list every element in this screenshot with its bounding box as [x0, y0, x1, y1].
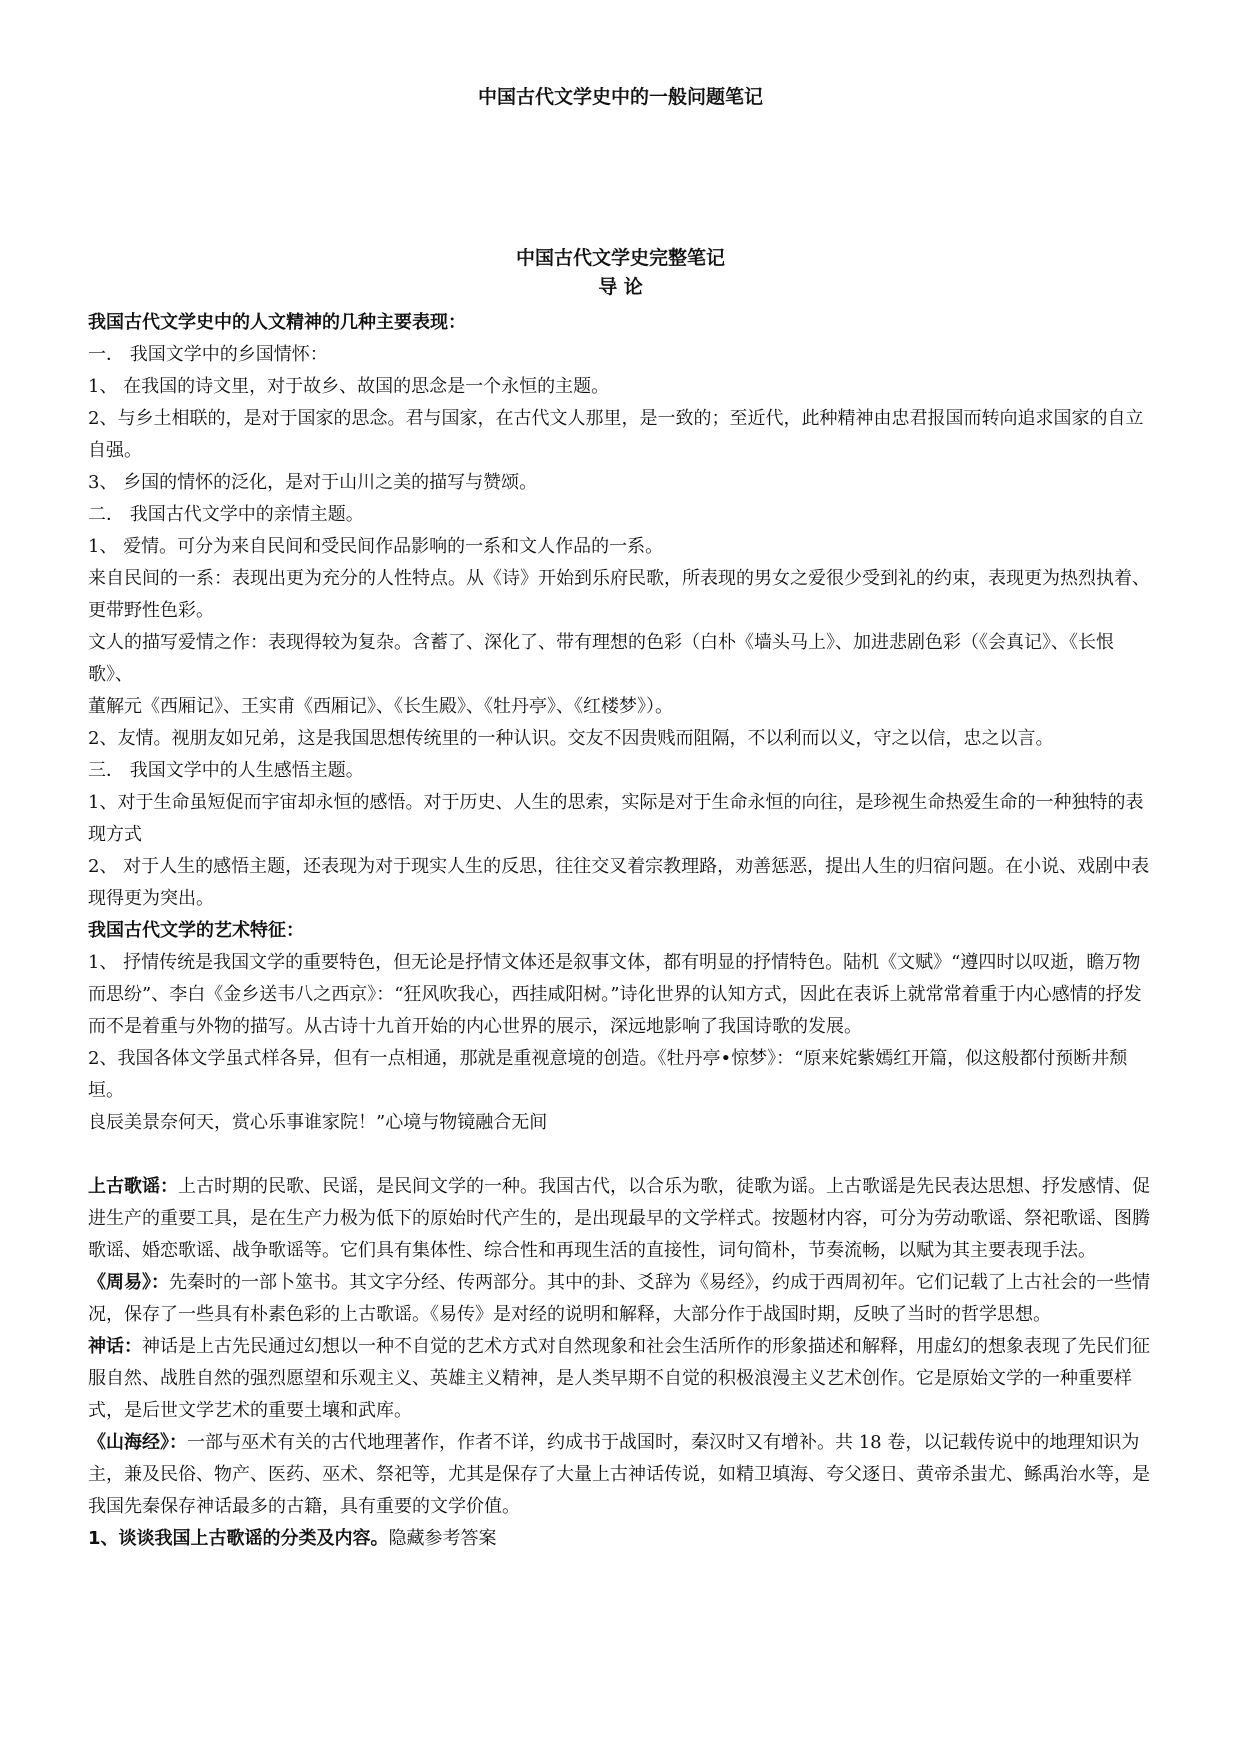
paragraph: 1、 在我国的诗文里，对于故乡、故国的思念是一个永恒的主题。	[88, 376, 610, 397]
term-label: 上古歌谣：	[88, 1176, 178, 1197]
main-title-block	[0, 244, 1241, 302]
paragraph: 董解元《西厢记》、王实甫《西厢记》、《长生殿》、《牡丹亭》、《红楼梦》）。	[88, 696, 673, 717]
document-title: 中国古代文学史中的一般问题笔记	[477, 86, 763, 108]
term-label: 《山海经》：	[88, 1432, 187, 1453]
question-label: 1、谈谈我国上古歌谣的分类及内容。	[88, 1528, 389, 1549]
term-body: 先秦时的一部卜筮书。其文字分经、传两部分。其中的卦、爻辞为《易经》，约成于西周初年。它们记载了上古社会的一些情况，保存了一些具有朴素色彩的上古歌谣。《易传》是对经的说明和解释，大部分作于战国时期，反映了当时的哲学思想。	[88, 1272, 1150, 1325]
paragraph: 1、对于生命虽短促而宇宙却永恒的感悟。对于历史、人生的思索，实际是对于生命永恒的向往，是珍视生命热爱生命的一种独特的表现方式	[88, 792, 1144, 845]
paragraph: 来自民间的一系：表现出更为充分的人性特点。从《诗》开始到乐府民歌，所表现的男女之爱很少受到礼的约束，表现更为热烈执着、更带野性色彩。	[88, 568, 1150, 621]
term-paragraph	[88, 1427, 1158, 1523]
document-body	[88, 307, 1158, 1555]
term-label: 《周易》：	[88, 1272, 169, 1293]
paragraph: 2、与乡土相联的，是对于国家的思念。君与国家，在古代文人那里，是一致的；至近代，此种精神由忠君报国而转向追求国家的自立自强。	[88, 408, 1144, 461]
hidden-answer-note: 隐藏参考答案	[388, 1528, 497, 1549]
paragraph: 1、 抒情传统是我国文学的重要特色，但无论是抒情文体还是叙事文体，都有明显的抒情特色。陆机《文赋》“遵四时以叹逝，瞻万物而思纷”、李白《金乡送韦八之西京》：“狂风吹我心，西挂咸阳树。”诗化世界的认知方式，因此在表诉上就常常着重于内心感情的抒发而不是着重与外物的描写。从古诗十九首开始的内心世界的展示，深远地影响了我国诗歌的发展。	[88, 952, 1142, 1037]
term-paragraph	[88, 1171, 1158, 1267]
term-paragraph	[88, 1267, 1158, 1331]
paragraph: 良辰美景奈何天，赏心乐事谁家院！”心境与物镜融合无间	[88, 1112, 548, 1133]
paragraph: 2、我国各体文学虽式样各异，但有一点相通，那就是重视意境的创造。《牡丹亭•惊梦》：“原来姹紫嫣红开篇，似这般都付预断井颓垣。	[88, 1048, 1128, 1101]
blank-line	[88, 1139, 1158, 1171]
term-paragraph	[88, 1331, 1158, 1427]
section-heading: 我国古代文学史中的人文精神的几种主要表现：	[88, 312, 466, 333]
main-title: 中国古代文学史完整笔记	[515, 247, 725, 269]
subheading: 一． 我国文学中的乡国情怀：	[88, 344, 328, 365]
paragraph: 2、 对于人生的感悟主题，还表现为对于现实人生的反思，往往交叉着宗教理路，劝善惩恶，提出人生的归宿问题。在小说、戏剧中表现得更为突出。	[88, 856, 1150, 909]
section-subtitle: 导 论	[598, 276, 643, 298]
subheading: 二． 我国古代文学中的亲情主题。	[88, 504, 364, 525]
subheading: 三． 我国文学中的人生感悟主题。	[88, 760, 364, 781]
term-body: 神话是上古先民通过幻想以一种不自觉的艺术方式对自然现象和社会生活所作的形象描述和解释，用虚幻的想象表现了先民们征服自然、战胜自然的强烈愿望和乐观主义、英雄主义精神，是人类早期不自觉的积极浪漫主义艺术创作。它是原始文学的一种重要样式，是后世文学艺术的重要土壤和武库。	[88, 1336, 1150, 1421]
question-paragraph	[88, 1523, 1158, 1555]
section-heading: 我国古代文学的艺术特征：	[88, 920, 304, 941]
paragraph: 1、 爱情。可分为来自民间和受民间作品影响的一系和文人作品的一系。	[88, 536, 664, 557]
paragraph: 文人的描写爱情之作：表现得较为复杂。含蓄了、深化了、带有理想的色彩（白朴《墙头马上》、加进悲剧色彩（《会真记》、《长恨歌》、	[88, 632, 1114, 685]
term-body: 上古时期的民歌、民谣，是民间文学的一种。我国古代，以合乐为歌，徒歌为谣。上古歌谣是先民表达思想、抒发感情、促进生产的重要工具，是在生产力极为低下的原始时代产生的，是出现最早的文学样式。按题材内容，可分为劳动歌谣、祭祀歌谣、图腾歌谣、婚恋歌谣、战争歌谣等。它们具有集体性、综合性和再现生活的直接性，词句简朴，节奏流畅，以赋为其主要表现手法。	[88, 1176, 1150, 1261]
term-label: 神话：	[88, 1336, 142, 1357]
paragraph: 3、 乡国的情怀的泛化，是对于山川之美的描写与赞颂。	[88, 472, 538, 493]
term-body: 一部与巫术有关的古代地理著作，作者不详，约成书于战国时，秦汉时又有增补。共 18 卷，以记载传说中的地理知识为主，兼及民俗、物产、医药、巫术、祭祀等，尤其是保存了大量上古神话传说，如精卫填海、夸父逐日、黄帝杀蚩尤、鲧禹治水等，是我国先秦保存神话最多的古籍，具有重要的文学价值。	[88, 1432, 1150, 1517]
paragraph: 2、友情。视朋友如兄弟，这是我国思想传统里的一种认识。交友不因贵贱而阻隔，不以利而以义，守之以信，忠之以言。	[88, 728, 1054, 749]
